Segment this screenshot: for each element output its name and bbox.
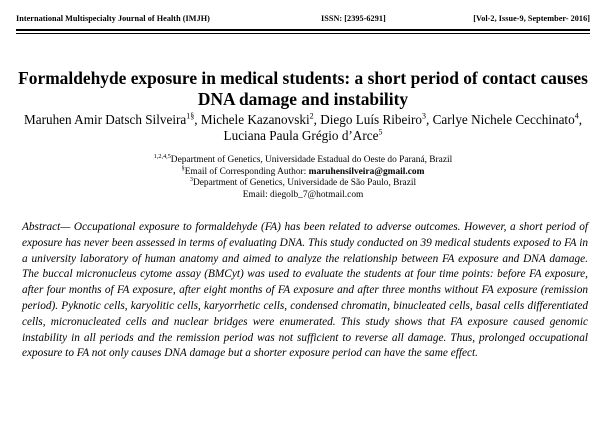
author: Maruhen Amir Datsch Silveira$^{1\S}$, (24, 111, 201, 127)
volume-issue: [Vol-2, Issue-9, September- 2016] (473, 14, 590, 23)
header-rule-thick (16, 29, 590, 31)
author: Michele Kazanovski$^2$, (200, 111, 321, 127)
running-header (16, 14, 590, 28)
corresponding-email-line: §Email of Corresponding Author: maruhensilveira@gmail.com (181, 164, 425, 177)
abstract-heading: Abstract— (22, 221, 71, 233)
journal-name: International Multispecialty Journal of Health (IMJH) (16, 14, 210, 23)
abstract (22, 220, 588, 362)
abstract-body: Occupational exposure to formaldehyde (FA) has been related to adverse outcomes. However, a short period of exposure has never been assessed in terms of evaluating DNA. This study conducted on 39 medical students exposed to FA in a university laboratory of human anatomy and aimed to analyze the relationship between FA exposure and DNA damage. The buccal micronucleus cytome assay (BMCyt) was used to evaluate the students at four time points: before FA exposure, after four months of FA exposure, after eight months of FA exposure and after three months without FA exposure (remission period). Pyknotic cells, karyolitic cells, karyorrhetic cells, condensed chromatin, binucleated cells, basal cells differentiated cells, micronucleated cells and nuclear bridges were enumerated. This study shows that FA exposure caused genomic instability in all periods and the remission period was not sufficient to reverse all damage. Thus, prolonged occupational exposure to FA not only causes DNA damage but a shorter exposure period can have the same effect. (22, 221, 588, 360)
affiliations (16, 152, 590, 201)
issn: ISSN: [2395-6291] (321, 14, 386, 23)
author: Carlye Nichele Cecchinato$^4$, (432, 111, 582, 127)
affiliation-line: $^3$Department of Genetics, Universidade de São Paulo, Brazil (189, 176, 417, 189)
author-list (16, 112, 590, 144)
email-line: Email: diegolb_7@hotmail.com (242, 189, 364, 200)
corresponding-email[interactable]: maruhensilveira@gmail.com (308, 166, 425, 177)
author: Luciana Paula Grégio d’Arce$^5$ (223, 127, 383, 143)
affiliation-line: $^{1,2,4,5}$Department of Genetics, Universidade Estadual do Oeste do Paraná, Brazil (153, 152, 453, 165)
header-rule-thin (16, 33, 590, 34)
author: Diego Luís Ribeiro$^3$, (320, 111, 433, 127)
paper-title: Formaldehyde exposure in medical students: a short period of contact causes DNA damage and instability (18, 68, 588, 109)
